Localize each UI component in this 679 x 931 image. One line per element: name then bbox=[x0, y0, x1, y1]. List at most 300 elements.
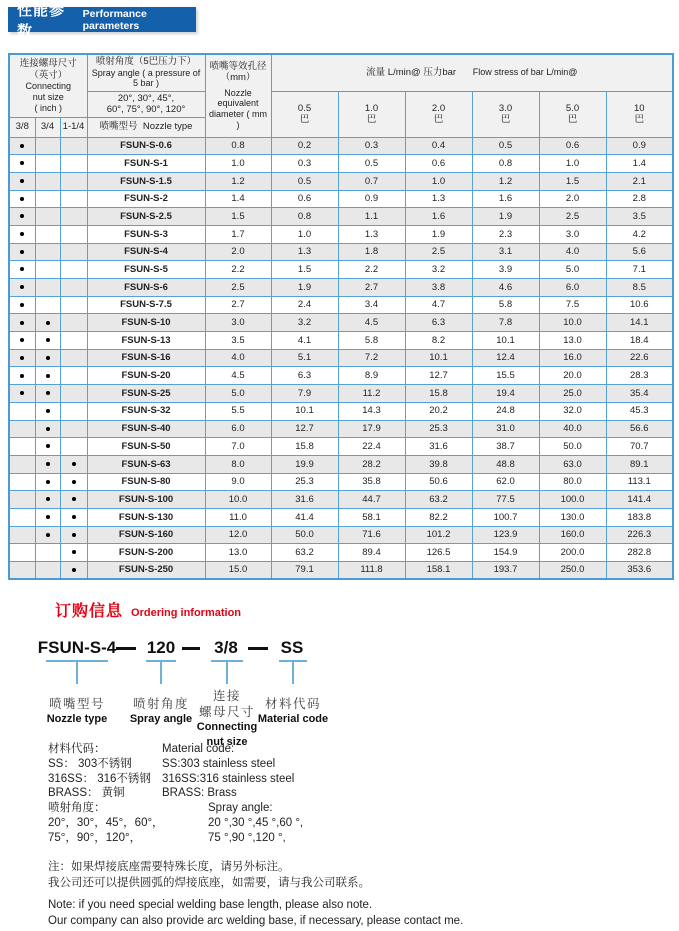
flow-value: 0.6 bbox=[539, 137, 606, 155]
flow-value: 35.8 bbox=[338, 473, 405, 491]
bracket-stem bbox=[76, 660, 78, 684]
flow-value: 41.4 bbox=[271, 508, 338, 526]
flow-value: 141.4 bbox=[606, 491, 673, 509]
flow-value: 3.0 bbox=[539, 225, 606, 243]
flow-value: 32.0 bbox=[539, 402, 606, 420]
equivalent-diameter-value: 4.5 bbox=[205, 367, 271, 385]
nut-size-dot-cell bbox=[9, 438, 35, 456]
flow-value: 24.8 bbox=[472, 402, 539, 420]
dot-icon bbox=[46, 356, 50, 360]
flow-value: 226.3 bbox=[606, 526, 673, 544]
code-nut-size: 3/8 bbox=[214, 638, 238, 657]
nut-size-dot-cell bbox=[60, 473, 87, 491]
flow-value: 113.1 bbox=[606, 473, 673, 491]
nozzle-model: FSUN-S-63 bbox=[87, 455, 205, 473]
dot-icon bbox=[72, 480, 76, 484]
nut-size-dot-cell bbox=[60, 190, 87, 208]
nut-size-dot-cell bbox=[35, 155, 60, 173]
nut-cn2: （英寸） bbox=[29, 69, 68, 81]
dot-icon bbox=[46, 409, 50, 413]
flow-value: 2.1 bbox=[606, 172, 673, 190]
nozzle-model: FSUN-S-100 bbox=[87, 491, 205, 509]
nut-size-dot-cell bbox=[60, 402, 87, 420]
angle-cn: 喷射角度（5巴压力下） bbox=[95, 56, 197, 68]
dash-separator bbox=[248, 647, 268, 650]
flow-value: 14.1 bbox=[606, 314, 673, 332]
flow-value: 16.0 bbox=[539, 349, 606, 367]
nozzle-model: FSUN-S-250 bbox=[87, 562, 205, 580]
dot-icon bbox=[72, 462, 76, 466]
table-row bbox=[9, 402, 673, 420]
nozzle-model: FSUN-S-20 bbox=[87, 367, 205, 385]
table-row bbox=[9, 562, 673, 580]
flow-value: 2.2 bbox=[338, 261, 405, 279]
dot-icon bbox=[72, 497, 76, 501]
table-row bbox=[9, 438, 673, 456]
table-row bbox=[9, 367, 673, 385]
nut-size-dot-cell bbox=[35, 438, 60, 456]
bar-unit: 巴 bbox=[299, 114, 310, 125]
flow-value: 28.3 bbox=[606, 367, 673, 385]
label-nozzle-type: 喷嘴型号 Nozzle type bbox=[46, 697, 108, 725]
flow-value: 1.9 bbox=[405, 225, 472, 243]
table-row bbox=[9, 314, 673, 332]
equivalent-diameter-value: 1.0 bbox=[205, 155, 271, 173]
flow-value: 1.1 bbox=[338, 208, 405, 226]
flow-value: 50.0 bbox=[539, 438, 606, 456]
flow-value: 6.3 bbox=[271, 367, 338, 385]
dot-icon bbox=[46, 374, 50, 378]
nut-size-dot-cell bbox=[9, 225, 35, 243]
nut-size-dot-cell bbox=[9, 208, 35, 226]
flow-value: 38.7 bbox=[472, 438, 539, 456]
nut-size-dot-cell bbox=[9, 508, 35, 526]
flow-value: 154.9 bbox=[472, 544, 539, 562]
flow-value: 158.1 bbox=[405, 562, 472, 580]
nut-size-dot-cell bbox=[35, 261, 60, 279]
section-title-bar bbox=[8, 1, 196, 40]
diam-en1: Nozzle bbox=[224, 87, 252, 98]
equivalent-diameter-value: 3.5 bbox=[205, 332, 271, 350]
dot-icon bbox=[20, 285, 24, 289]
flow-value: 2.8 bbox=[606, 190, 673, 208]
nut-size-dot-cell bbox=[60, 526, 87, 544]
flow-value: 8.2 bbox=[405, 332, 472, 350]
nut-size-dot-cell bbox=[9, 190, 35, 208]
nozzle-model: FSUN-S-1 bbox=[87, 155, 205, 173]
nut-size-dot-cell bbox=[9, 455, 35, 473]
nut-size-dot-cell bbox=[35, 225, 60, 243]
equivalent-diameter-value: 9.0 bbox=[205, 473, 271, 491]
flow-value: 25.3 bbox=[271, 473, 338, 491]
dot-icon bbox=[20, 179, 24, 183]
flow-value: 2.7 bbox=[338, 279, 405, 297]
flow-value: 10.6 bbox=[606, 296, 673, 314]
flow-value: 22.4 bbox=[338, 438, 405, 456]
flow-en: Flow stress of bar L/min@ bbox=[472, 67, 578, 78]
flow-value: 3.4 bbox=[338, 296, 405, 314]
flow-value: 0.5 bbox=[271, 172, 338, 190]
nut-size-dot-cell bbox=[35, 402, 60, 420]
header-connecting-nut bbox=[9, 54, 87, 117]
dot-icon bbox=[46, 321, 50, 325]
flow-value: 2.3 bbox=[472, 225, 539, 243]
nozzle-model: FSUN-S-160 bbox=[87, 526, 205, 544]
table-row bbox=[9, 544, 673, 562]
diam-cn2: （mm） bbox=[220, 72, 256, 84]
table-row bbox=[9, 420, 673, 438]
flow-value: 31.6 bbox=[405, 438, 472, 456]
nut-size-dot-cell bbox=[35, 544, 60, 562]
flow-value: 1.2 bbox=[472, 172, 539, 190]
dot-icon bbox=[46, 391, 50, 395]
nut-size-dot-cell bbox=[9, 385, 35, 403]
header-size-3-8: 3/8 bbox=[9, 117, 35, 137]
nut-size-dot-cell bbox=[9, 261, 35, 279]
dot-icon bbox=[72, 568, 76, 572]
nut-size-dot-cell bbox=[9, 332, 35, 350]
flow-value: 12.7 bbox=[271, 420, 338, 438]
flow-value: 19.9 bbox=[271, 455, 338, 473]
ordering-title-cn: 订购信息 bbox=[55, 603, 124, 620]
note-cn: 注：如果焊接底座需要特殊长度，请另外标注。 我公司还可以提供圆弧的焊接底座，如需要，请与我公司联系。 bbox=[48, 861, 370, 889]
diam-en2: equivalent bbox=[217, 98, 259, 109]
dot-icon bbox=[72, 533, 76, 537]
flow-value: 0.5 bbox=[338, 155, 405, 173]
equivalent-diameter-value: 2.7 bbox=[205, 296, 271, 314]
dot-icon bbox=[20, 303, 24, 307]
nut-size-dot-cell bbox=[9, 491, 35, 509]
label-spray-angle: 喷射角度 Spray angle bbox=[129, 697, 193, 725]
flow-value: 89.1 bbox=[606, 455, 673, 473]
flow-value: 50.0 bbox=[271, 526, 338, 544]
table-row bbox=[9, 279, 673, 297]
equivalent-diameter-value: 11.0 bbox=[205, 508, 271, 526]
flow-value: 2.5 bbox=[539, 208, 606, 226]
flow-value: 183.8 bbox=[606, 508, 673, 526]
equivalent-diameter-value: 5.5 bbox=[205, 402, 271, 420]
section-title-en: Performance parameters bbox=[82, 7, 147, 32]
nut-size-dot-cell bbox=[35, 137, 60, 155]
flow-value: 282.8 bbox=[606, 544, 673, 562]
dot-icon bbox=[20, 144, 24, 148]
flow-value: 7.5 bbox=[539, 296, 606, 314]
nozzle-model: FSUN-S-200 bbox=[87, 544, 205, 562]
nut-size-dot-cell bbox=[35, 491, 60, 509]
nut-size-dot-cell bbox=[60, 544, 87, 562]
dot-icon bbox=[20, 214, 24, 218]
table-row bbox=[9, 261, 673, 279]
nut-size-dot-cell bbox=[35, 562, 60, 580]
flow-value: 3.2 bbox=[271, 314, 338, 332]
flow-value: 45.3 bbox=[606, 402, 673, 420]
flow-value: 250.0 bbox=[539, 562, 606, 580]
dot-icon bbox=[46, 338, 50, 342]
flow-value: 1.9 bbox=[472, 208, 539, 226]
equivalent-diameter-value: 2.0 bbox=[205, 243, 271, 261]
nut-size-dot-cell bbox=[60, 385, 87, 403]
flow-value: 1.5 bbox=[539, 172, 606, 190]
nut-size-dot-cell bbox=[9, 526, 35, 544]
nut-size-dot-cell bbox=[9, 349, 35, 367]
dot-icon bbox=[20, 267, 24, 271]
angle-en: Spray angle ( a pressure of 5 bar ) bbox=[91, 67, 201, 89]
nut-size-dot-cell bbox=[60, 438, 87, 456]
nut-size-dot-cell bbox=[60, 172, 87, 190]
flow-value: 10.1 bbox=[472, 332, 539, 350]
angles-line2: 60°, 75°, 90°, 120° bbox=[106, 104, 186, 115]
code-spray-angle: 120 bbox=[146, 638, 176, 657]
code-nozzle-type: FSUN-S-4 bbox=[37, 638, 117, 657]
flow-value: 39.8 bbox=[405, 455, 472, 473]
bar-unit: 巴 bbox=[634, 114, 645, 125]
performance-table bbox=[8, 53, 674, 580]
nut-size-dot-cell bbox=[9, 155, 35, 173]
flow-value: 3.9 bbox=[472, 261, 539, 279]
dot-icon bbox=[46, 444, 50, 448]
equivalent-diameter-value: 6.0 bbox=[205, 420, 271, 438]
flow-value: 15.8 bbox=[271, 438, 338, 456]
flow-value: 13.0 bbox=[539, 332, 606, 350]
flow-value: 15.8 bbox=[405, 385, 472, 403]
nozzle-model: FSUN-S-13 bbox=[87, 332, 205, 350]
header-angles-list bbox=[87, 91, 205, 117]
nut-size-dot-cell bbox=[60, 137, 87, 155]
flow-value: 0.9 bbox=[606, 137, 673, 155]
flow-value: 1.3 bbox=[405, 190, 472, 208]
table-row bbox=[9, 243, 673, 261]
flow-value: 0.3 bbox=[338, 137, 405, 155]
dash-separator bbox=[182, 647, 200, 650]
table-row bbox=[9, 349, 673, 367]
label-material-code: 材料代码 Material code bbox=[257, 697, 329, 725]
flow-value: 1.3 bbox=[338, 225, 405, 243]
nut-size-dot-cell bbox=[60, 491, 87, 509]
nozzle-model: FSUN-S-1.5 bbox=[87, 172, 205, 190]
dot-icon bbox=[20, 250, 24, 254]
flow-value: 50.6 bbox=[405, 473, 472, 491]
nut-size-dot-cell bbox=[35, 314, 60, 332]
equivalent-diameter-value: 1.2 bbox=[205, 172, 271, 190]
flow-value: 28.2 bbox=[338, 455, 405, 473]
flow-value: 12.4 bbox=[472, 349, 539, 367]
table-row bbox=[9, 332, 673, 350]
nut-size-dot-cell bbox=[35, 385, 60, 403]
header-pressure-0.5: 0.5 巴 bbox=[271, 91, 338, 137]
nozzle-model: FSUN-S-16 bbox=[87, 349, 205, 367]
dot-icon bbox=[20, 356, 24, 360]
flow-value: 3.2 bbox=[405, 261, 472, 279]
nut-size-dot-cell bbox=[60, 208, 87, 226]
bar-unit: 巴 bbox=[366, 114, 377, 125]
nut-size-dot-cell bbox=[35, 526, 60, 544]
note-en: Note: if you need special welding base length, please also note. Our company can also provide arc welding base, if necessary, please contact me. bbox=[48, 899, 464, 927]
nut-cn: 连接螺母尺寸 bbox=[19, 58, 77, 70]
flow-value: 0.7 bbox=[338, 172, 405, 190]
flow-value: 5.0 bbox=[539, 261, 606, 279]
flow-value: 71.6 bbox=[338, 526, 405, 544]
equivalent-diameter-value: 7.0 bbox=[205, 438, 271, 456]
table-row bbox=[9, 225, 673, 243]
flow-value: 1.5 bbox=[271, 261, 338, 279]
nut-size-dot-cell bbox=[9, 137, 35, 155]
nozzle-model: FSUN-S-6 bbox=[87, 279, 205, 297]
flow-value: 6.0 bbox=[539, 279, 606, 297]
flow-value: 7.1 bbox=[606, 261, 673, 279]
nut-size-dot-cell bbox=[60, 562, 87, 580]
flow-value: 4.1 bbox=[271, 332, 338, 350]
flow-value: 4.2 bbox=[606, 225, 673, 243]
flow-value: 22.6 bbox=[606, 349, 673, 367]
header-size-3-4: 3/4 bbox=[35, 117, 60, 137]
dot-icon bbox=[72, 550, 76, 554]
flow-value: 200.0 bbox=[539, 544, 606, 562]
flow-value: 0.3 bbox=[271, 155, 338, 173]
table-row bbox=[9, 508, 673, 526]
equivalent-diameter-value: 1.7 bbox=[205, 225, 271, 243]
flow-value: 31.0 bbox=[472, 420, 539, 438]
flow-value: 79.1 bbox=[271, 562, 338, 580]
nozzle-model: FSUN-S-5 bbox=[87, 261, 205, 279]
dash-separator bbox=[116, 647, 136, 650]
equivalent-diameter-value: 0.8 bbox=[205, 137, 271, 155]
flow-value: 0.5 bbox=[472, 137, 539, 155]
flow-value: 77.5 bbox=[472, 491, 539, 509]
flow-value: 11.2 bbox=[338, 385, 405, 403]
nut-en1: Connecting bbox=[25, 80, 72, 91]
nozzle-model: FSUN-S-4 bbox=[87, 243, 205, 261]
nut-size-dot-cell bbox=[35, 172, 60, 190]
equivalent-diameter-value: 4.0 bbox=[205, 349, 271, 367]
nut-size-dot-cell bbox=[60, 508, 87, 526]
nut-en3: ( inch ) bbox=[34, 102, 62, 113]
equivalent-diameter-value: 1.5 bbox=[205, 208, 271, 226]
flow-value: 5.6 bbox=[606, 243, 673, 261]
flow-value: 0.8 bbox=[472, 155, 539, 173]
flow-value: 0.6 bbox=[271, 190, 338, 208]
dot-icon bbox=[72, 515, 76, 519]
dot-icon bbox=[20, 391, 24, 395]
flow-value: 193.7 bbox=[472, 562, 539, 580]
flow-value: 5.8 bbox=[338, 332, 405, 350]
flow-value: 31.6 bbox=[271, 491, 338, 509]
dot-icon bbox=[46, 427, 50, 431]
header-nozzle-type bbox=[87, 117, 205, 137]
nozzle-model: FSUN-S-130 bbox=[87, 508, 205, 526]
table-row bbox=[9, 385, 673, 403]
flow-value: 123.9 bbox=[472, 526, 539, 544]
nut-size-dot-cell bbox=[60, 243, 87, 261]
flow-value: 2.0 bbox=[539, 190, 606, 208]
flow-value: 63.2 bbox=[271, 544, 338, 562]
nut-size-dot-cell bbox=[35, 420, 60, 438]
flow-value: 0.6 bbox=[405, 155, 472, 173]
spray-angle-cn: 喷射角度： 20°，30°，45°，60°， 75°，90°，120°， bbox=[48, 802, 164, 844]
table-row bbox=[9, 137, 673, 155]
spray-angle-en: Spray angle: 20 °,30 °,45 °,60 °, 75 °,90 °,120 °, bbox=[208, 802, 304, 844]
diam-cn: 喷嘴等效孔径 bbox=[209, 60, 267, 72]
flow-value: 8.5 bbox=[606, 279, 673, 297]
flow-value: 40.0 bbox=[539, 420, 606, 438]
nut-size-dot-cell bbox=[60, 261, 87, 279]
header-pressure-1.0: 1.0 巴 bbox=[338, 91, 405, 137]
flow-value: 101.2 bbox=[405, 526, 472, 544]
flow-value: 44.7 bbox=[338, 491, 405, 509]
label-connecting-nut-size: 连接 螺母尺寸 Connecting nut size bbox=[196, 689, 258, 748]
nozzle-model: FSUN-S-40 bbox=[87, 420, 205, 438]
flow-value: 1.3 bbox=[271, 243, 338, 261]
flow-value: 1.6 bbox=[405, 208, 472, 226]
nut-size-dot-cell bbox=[9, 314, 35, 332]
nozzle-model: FSUN-S-50 bbox=[87, 438, 205, 456]
flow-value: 5.1 bbox=[271, 349, 338, 367]
nut-size-dot-cell bbox=[35, 279, 60, 297]
equivalent-diameter-value: 12.0 bbox=[205, 526, 271, 544]
table-row bbox=[9, 208, 673, 226]
nut-size-dot-cell bbox=[35, 508, 60, 526]
flow-value: 4.5 bbox=[338, 314, 405, 332]
dot-icon bbox=[46, 462, 50, 466]
header-equivalent-diameter bbox=[205, 54, 271, 137]
angles-line1: 20°, 30°, 45°, bbox=[117, 92, 175, 104]
nozzle-model: FSUN-S-0.6 bbox=[87, 137, 205, 155]
flow-value: 25.3 bbox=[405, 420, 472, 438]
flow-value: 2.5 bbox=[405, 243, 472, 261]
dot-icon bbox=[20, 197, 24, 201]
flow-value: 7.9 bbox=[271, 385, 338, 403]
dot-icon bbox=[46, 480, 50, 484]
flow-value: 7.8 bbox=[472, 314, 539, 332]
table-row bbox=[9, 190, 673, 208]
flow-value: 100.7 bbox=[472, 508, 539, 526]
flow-value: 7.2 bbox=[338, 349, 405, 367]
nut-size-dot-cell bbox=[60, 349, 87, 367]
dot-icon bbox=[20, 161, 24, 165]
equivalent-diameter-value: 8.0 bbox=[205, 455, 271, 473]
nut-size-dot-cell bbox=[60, 332, 87, 350]
table-row bbox=[9, 491, 673, 509]
flow-value: 48.8 bbox=[472, 455, 539, 473]
flow-value: 2.4 bbox=[271, 296, 338, 314]
ordering-title-en: Ordering information bbox=[131, 607, 242, 619]
flow-value: 0.4 bbox=[405, 137, 472, 155]
nut-size-dot-cell bbox=[35, 190, 60, 208]
material-code-en: Material code: SS:303 stainless steel 316SS:316 stainless steel BRASS: Brass bbox=[162, 743, 295, 800]
flow-value: 1.8 bbox=[338, 243, 405, 261]
section-title-cn: 性能参数 bbox=[17, 1, 66, 40]
flow-value: 3.5 bbox=[606, 208, 673, 226]
flow-value: 0.9 bbox=[338, 190, 405, 208]
nozzle-model: FSUN-S-80 bbox=[87, 473, 205, 491]
flow-value: 82.2 bbox=[405, 508, 472, 526]
dot-icon bbox=[20, 374, 24, 378]
nut-size-dot-cell bbox=[9, 172, 35, 190]
flow-value: 10.0 bbox=[539, 314, 606, 332]
nut-size-dot-cell bbox=[60, 420, 87, 438]
flow-value: 1.9 bbox=[271, 279, 338, 297]
flow-value: 19.4 bbox=[472, 385, 539, 403]
flow-value: 70.7 bbox=[606, 438, 673, 456]
nozzle-type-cn: 喷嘴型号 bbox=[99, 121, 138, 133]
flow-value: 3.8 bbox=[405, 279, 472, 297]
flow-value: 6.3 bbox=[405, 314, 472, 332]
flow-value: 4.0 bbox=[539, 243, 606, 261]
flow-value: 1.0 bbox=[271, 225, 338, 243]
diam-en3: diameter ( mm ) bbox=[208, 109, 267, 130]
dot-icon bbox=[46, 497, 50, 501]
nut-size-dot-cell bbox=[35, 208, 60, 226]
nut-size-dot-cell bbox=[9, 279, 35, 297]
